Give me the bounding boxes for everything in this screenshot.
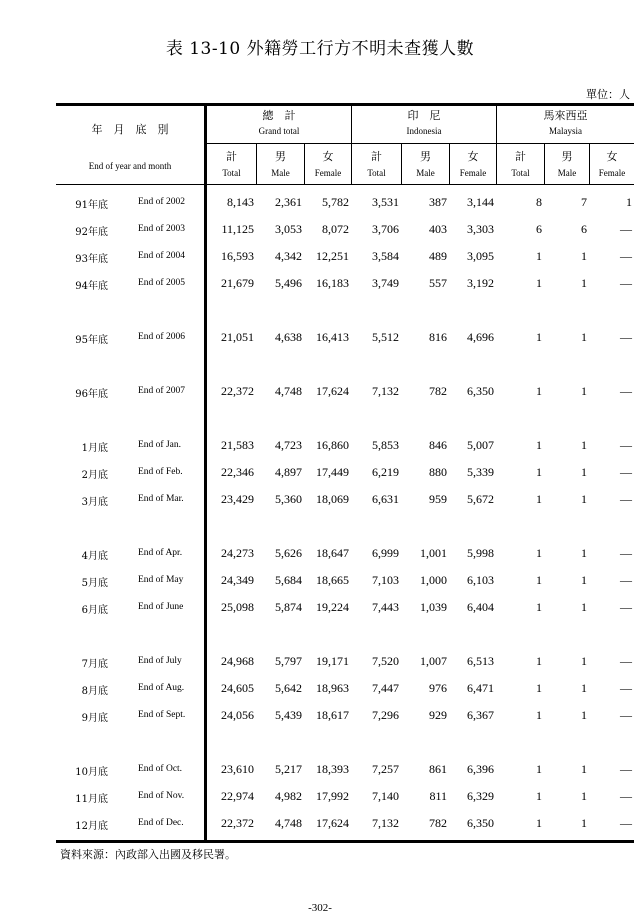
table-cell: 1 xyxy=(581,816,587,830)
table-cell: 1 xyxy=(536,384,542,398)
table-cell: 3,053 xyxy=(275,222,302,236)
row-label-zh: 10月底 xyxy=(75,767,108,778)
sub-header xyxy=(590,150,634,180)
table-cell: — xyxy=(620,276,632,290)
sub-header-zh: 女 xyxy=(467,150,479,163)
table-cell: 7,132 xyxy=(372,816,399,830)
stub-divider xyxy=(204,103,207,843)
table-cell: 8 xyxy=(536,195,542,209)
table-cell: 6,329 xyxy=(467,789,494,803)
table-cell: 846 xyxy=(429,438,447,452)
table-cell: 17,992 xyxy=(316,789,349,803)
table-cell: 1,007 xyxy=(420,654,447,668)
table-cell: 23,429 xyxy=(221,492,254,506)
row-label-en: End of Mar. xyxy=(138,494,184,504)
table-cell: 6,471 xyxy=(467,681,494,695)
table-cell: — xyxy=(620,681,632,695)
row-label-en: End of Dec. xyxy=(138,818,184,828)
stub-header-zh: 年 月 底 別 xyxy=(91,123,169,136)
table-cell: 7,132 xyxy=(372,384,399,398)
sub-header xyxy=(450,150,496,180)
sub-header-zh: 男 xyxy=(420,150,431,163)
unit-label: 單位：人 xyxy=(586,88,630,101)
table-cell: 22,346 xyxy=(221,465,254,479)
sub-header-zh: 男 xyxy=(275,150,286,163)
table-cell: 1 xyxy=(536,276,542,290)
table-cell: 6,103 xyxy=(467,573,494,587)
row-label-en: End of Apr. xyxy=(138,548,183,558)
table-cell: — xyxy=(620,465,632,479)
sub-header xyxy=(545,150,589,180)
table-cell: 6 xyxy=(536,222,542,236)
data-table xyxy=(56,103,634,843)
table-cell: 5,672 xyxy=(467,492,494,506)
table-cell: 1 xyxy=(581,708,587,722)
row-label-en: End of Nov. xyxy=(138,791,185,801)
table-cell: 7,447 xyxy=(372,681,399,695)
table-cell: — xyxy=(620,384,632,398)
table-cell: 1 xyxy=(536,573,542,587)
row-label-zh: 95年底 xyxy=(75,335,108,346)
table-cell: 4,748 xyxy=(275,384,302,398)
table-cell: 1 xyxy=(536,816,542,830)
row-label-zh: 93年底 xyxy=(75,254,108,265)
table-cell: 3,706 xyxy=(372,222,399,236)
sub-header xyxy=(497,150,544,180)
table-cell: 17,624 xyxy=(316,816,349,830)
table-cell: 3,303 xyxy=(467,222,494,236)
table-cell: 387 xyxy=(429,195,447,209)
table-cell: 25,098 xyxy=(221,600,254,614)
table-cell: 489 xyxy=(429,249,447,263)
sub-header xyxy=(402,150,449,180)
sub-header-zh: 女 xyxy=(606,150,618,163)
table-cell: 1 xyxy=(581,492,587,506)
group-header-en: Malaysia xyxy=(549,126,582,136)
table-cell: 4,696 xyxy=(467,330,494,344)
table-cell: 1 xyxy=(581,249,587,263)
table-cell: 24,273 xyxy=(221,546,254,560)
table-cell: 12,251 xyxy=(316,249,349,263)
row-label-zh: 5月底 xyxy=(81,578,108,589)
table-cell: 1 xyxy=(581,600,587,614)
table-cell: 7,140 xyxy=(372,789,399,803)
table-cell: 880 xyxy=(429,465,447,479)
group-header-en: Indonesia xyxy=(406,126,442,136)
table-cell: 1 xyxy=(581,546,587,560)
table-cell: 6,367 xyxy=(467,708,494,722)
sub-header-en: Male xyxy=(271,168,290,178)
table-cell: 1 xyxy=(536,465,542,479)
table-cell: 18,647 xyxy=(316,546,349,560)
sub-header-zh: 計 xyxy=(226,150,237,163)
table-cell: 1 xyxy=(536,546,542,560)
table-bottom-rule xyxy=(56,840,634,843)
group-header-rule xyxy=(206,143,634,144)
sub-header xyxy=(207,150,256,180)
table-cell: — xyxy=(620,654,632,668)
sub-header-en: Total xyxy=(511,168,530,178)
table-cell: 18,069 xyxy=(316,492,349,506)
table-cell: 6 xyxy=(581,222,587,236)
table-cell: 16,183 xyxy=(316,276,349,290)
table-cell: 1 xyxy=(581,681,587,695)
sub-header-en: Female xyxy=(598,168,626,178)
table-cell: 5,684 xyxy=(275,573,302,587)
table-cell: 5,642 xyxy=(275,681,302,695)
table-cell: — xyxy=(620,438,632,452)
table-cell: 4,723 xyxy=(275,438,302,452)
row-label-en: End of 2004 xyxy=(138,251,185,261)
table-cell: 24,605 xyxy=(221,681,254,695)
table-cell: 18,963 xyxy=(316,681,349,695)
table-cell: 1 xyxy=(581,384,587,398)
table-cell: 5,626 xyxy=(275,546,302,560)
table-cell: — xyxy=(620,492,632,506)
sub-header-en: Female xyxy=(314,168,342,178)
table-cell: 1 xyxy=(536,708,542,722)
group-header-en: Grand total xyxy=(258,126,300,136)
table-cell: 4,897 xyxy=(275,465,302,479)
table-cell: — xyxy=(620,762,632,776)
table-cell: 811 xyxy=(429,789,447,803)
table-cell: 3,192 xyxy=(467,276,494,290)
table-cell: 5,512 xyxy=(372,330,399,344)
table-cell: 2,361 xyxy=(275,195,302,209)
table-cell: 1 xyxy=(581,330,587,344)
sub-header xyxy=(257,150,304,180)
table-cell: 6,350 xyxy=(467,384,494,398)
row-label-zh: 11月底 xyxy=(75,794,108,805)
table-cell: 4,638 xyxy=(275,330,302,344)
table-cell: 5,853 xyxy=(372,438,399,452)
table-cell: 5,360 xyxy=(275,492,302,506)
table-cell: 5,496 xyxy=(275,276,302,290)
table-cell: 19,224 xyxy=(316,600,349,614)
row-label-zh: 1月底 xyxy=(81,443,108,454)
table-cell: 5,782 xyxy=(322,195,349,209)
table-cell: 19,171 xyxy=(316,654,349,668)
table-cell: 1 xyxy=(581,438,587,452)
row-label-zh: 8月底 xyxy=(81,686,108,697)
row-label-zh: 91年底 xyxy=(75,200,108,211)
table-cell: 17,449 xyxy=(316,465,349,479)
table-cell: 4,748 xyxy=(275,816,302,830)
table-cell: 1 xyxy=(536,249,542,263)
table-cell: — xyxy=(620,816,632,830)
table-cell: 1 xyxy=(536,438,542,452)
table-cell: 1 xyxy=(581,789,587,803)
table-cell: 8,072 xyxy=(322,222,349,236)
row-label-en: End of 2005 xyxy=(138,278,185,288)
table-cell: — xyxy=(620,249,632,263)
table-cell: 1 xyxy=(581,654,587,668)
table-cell: 7,443 xyxy=(372,600,399,614)
table-cell: 7,257 xyxy=(372,762,399,776)
table-cell: 16,860 xyxy=(316,438,349,452)
table-cell: — xyxy=(620,222,632,236)
table-cell: 4,342 xyxy=(275,249,302,263)
table-cell: 23,610 xyxy=(221,762,254,776)
table-cell: 21,583 xyxy=(221,438,254,452)
row-label-zh: 6月底 xyxy=(81,605,108,616)
group-header-zh: 印 尼 xyxy=(407,109,441,122)
table-cell: 21,679 xyxy=(221,276,254,290)
table-cell: 929 xyxy=(429,708,447,722)
table-cell: 1,001 xyxy=(420,546,447,560)
table-cell: — xyxy=(620,546,632,560)
table-cell: 22,372 xyxy=(221,384,254,398)
table-cell: 976 xyxy=(429,681,447,695)
table-cell: 959 xyxy=(429,492,447,506)
row-label-en: End of June xyxy=(138,602,184,612)
table-cell: 3,749 xyxy=(372,276,399,290)
table-cell: 21,051 xyxy=(221,330,254,344)
table-cell: 6,513 xyxy=(467,654,494,668)
page-title: 表 13-10 外籍勞工行方不明未查獲人數 xyxy=(165,39,475,59)
table-cell: 17,624 xyxy=(316,384,349,398)
table-cell: 1,039 xyxy=(420,600,447,614)
table-cell: 782 xyxy=(429,384,447,398)
sub-header-en: Male xyxy=(416,168,435,178)
table-cell: 22,974 xyxy=(221,789,254,803)
table-cell: 18,665 xyxy=(316,573,349,587)
table-cell: 1 xyxy=(626,195,632,209)
table-cell: 5,007 xyxy=(467,438,494,452)
table-cell: 18,393 xyxy=(316,762,349,776)
table-cell: 24,349 xyxy=(221,573,254,587)
row-label-zh: 94年底 xyxy=(75,281,108,292)
table-cell: 7 xyxy=(581,195,587,209)
table-cell: 6,219 xyxy=(372,465,399,479)
table-cell: 1 xyxy=(536,762,542,776)
table-cell: 7,520 xyxy=(372,654,399,668)
row-label-en: End of Oct. xyxy=(138,764,183,774)
row-label-zh: 2月底 xyxy=(81,470,108,481)
row-label-en: End of 2007 xyxy=(138,386,185,396)
table-cell: 22,372 xyxy=(221,816,254,830)
row-label-zh: 92年底 xyxy=(75,227,108,238)
sub-header xyxy=(305,150,351,180)
sub-header xyxy=(352,150,401,180)
table-cell: 1,000 xyxy=(420,573,447,587)
table-cell: 861 xyxy=(429,762,447,776)
source-note: 資料來源：內政部入出國及移民署。 xyxy=(60,848,236,861)
table-cell: — xyxy=(620,573,632,587)
group-header-malaysia xyxy=(497,109,634,138)
table-cell: 1 xyxy=(536,681,542,695)
table-cell: — xyxy=(620,708,632,722)
row-label-zh: 9月底 xyxy=(81,713,108,724)
sub-header-zh: 女 xyxy=(322,150,334,163)
table-cell: 6,350 xyxy=(467,816,494,830)
table-cell: 7,103 xyxy=(372,573,399,587)
table-cell: 24,968 xyxy=(221,654,254,668)
table-cell: 1 xyxy=(581,573,587,587)
row-label-en: End of July xyxy=(138,656,182,666)
row-label-zh: 4月底 xyxy=(81,551,108,562)
table-cell: 3,144 xyxy=(467,195,494,209)
sub-header-zh: 計 xyxy=(515,150,526,163)
table-cell: 782 xyxy=(429,816,447,830)
row-label-en: End of Sept. xyxy=(138,710,186,720)
table-cell: 1 xyxy=(536,654,542,668)
table-cell: — xyxy=(620,789,632,803)
row-label-en: End of 2006 xyxy=(138,332,185,342)
table-cell: 18,617 xyxy=(316,708,349,722)
table-cell: 816 xyxy=(429,330,447,344)
row-label-en: End of Jan. xyxy=(138,440,182,450)
table-cell: 1 xyxy=(536,789,542,803)
table-cell: 24,056 xyxy=(221,708,254,722)
row-label-en: End of Feb. xyxy=(138,467,183,477)
table-cell: 6,999 xyxy=(372,546,399,560)
table-cell: 5,797 xyxy=(275,654,302,668)
group-header-zh: 總 計 xyxy=(262,109,296,122)
table-cell: 5,874 xyxy=(275,600,302,614)
row-label-zh: 7月底 xyxy=(81,659,108,670)
table-cell: 557 xyxy=(429,276,447,290)
table-cell: 403 xyxy=(429,222,447,236)
row-label-en: End of 2003 xyxy=(138,224,185,234)
table-cell: 5,998 xyxy=(467,546,494,560)
table-cell: 3,531 xyxy=(372,195,399,209)
table-cell: 1 xyxy=(536,492,542,506)
table-cell: 6,404 xyxy=(467,600,494,614)
table-cell: 6,631 xyxy=(372,492,399,506)
sub-header-en: Total xyxy=(222,168,241,178)
table-cell: 11,125 xyxy=(221,222,254,236)
sub-header-en: Male xyxy=(557,168,577,178)
table-cell: 1 xyxy=(536,330,542,344)
sub-header-en: Female xyxy=(459,168,487,178)
sub-header-zh: 男 xyxy=(561,150,573,163)
row-label-en: End of 2002 xyxy=(138,197,185,207)
table-cell: 5,339 xyxy=(467,465,494,479)
table-cell: 7,296 xyxy=(372,708,399,722)
table-cell: 16,593 xyxy=(221,249,254,263)
table-cell: 1 xyxy=(581,276,587,290)
row-label-en: End of May xyxy=(138,575,184,585)
row-label-zh: 12月底 xyxy=(75,821,108,832)
table-cell: — xyxy=(620,600,632,614)
sub-header-zh: 計 xyxy=(371,150,382,163)
group-header-indonesia xyxy=(352,109,496,138)
table-cell: 6,396 xyxy=(467,762,494,776)
table-cell: 1 xyxy=(536,600,542,614)
table-cell: 4,982 xyxy=(275,789,302,803)
header-bottom-rule xyxy=(56,184,634,185)
table-top-rule xyxy=(56,103,634,106)
group-header-zh: 馬來西亞 xyxy=(543,109,588,122)
page-number: -302- xyxy=(308,902,332,914)
table-cell: 3,584 xyxy=(372,249,399,263)
row-label-zh: 96年底 xyxy=(75,389,108,400)
table-cell: 5,439 xyxy=(275,708,302,722)
table-cell: 1 xyxy=(581,762,587,776)
table-cell: 1 xyxy=(581,465,587,479)
stub-header-en: End of year and month xyxy=(88,161,172,171)
sub-header-en: Total xyxy=(367,168,386,178)
table-cell: 8,143 xyxy=(227,195,254,209)
row-label-zh: 3月底 xyxy=(81,497,108,508)
row-label-en: End of Aug. xyxy=(138,683,185,693)
table-cell: — xyxy=(620,330,632,344)
group-header-grand-total xyxy=(207,109,351,138)
table-cell: 16,413 xyxy=(316,330,349,344)
table-cell: 3,095 xyxy=(467,249,494,263)
table-cell: 5,217 xyxy=(275,762,302,776)
